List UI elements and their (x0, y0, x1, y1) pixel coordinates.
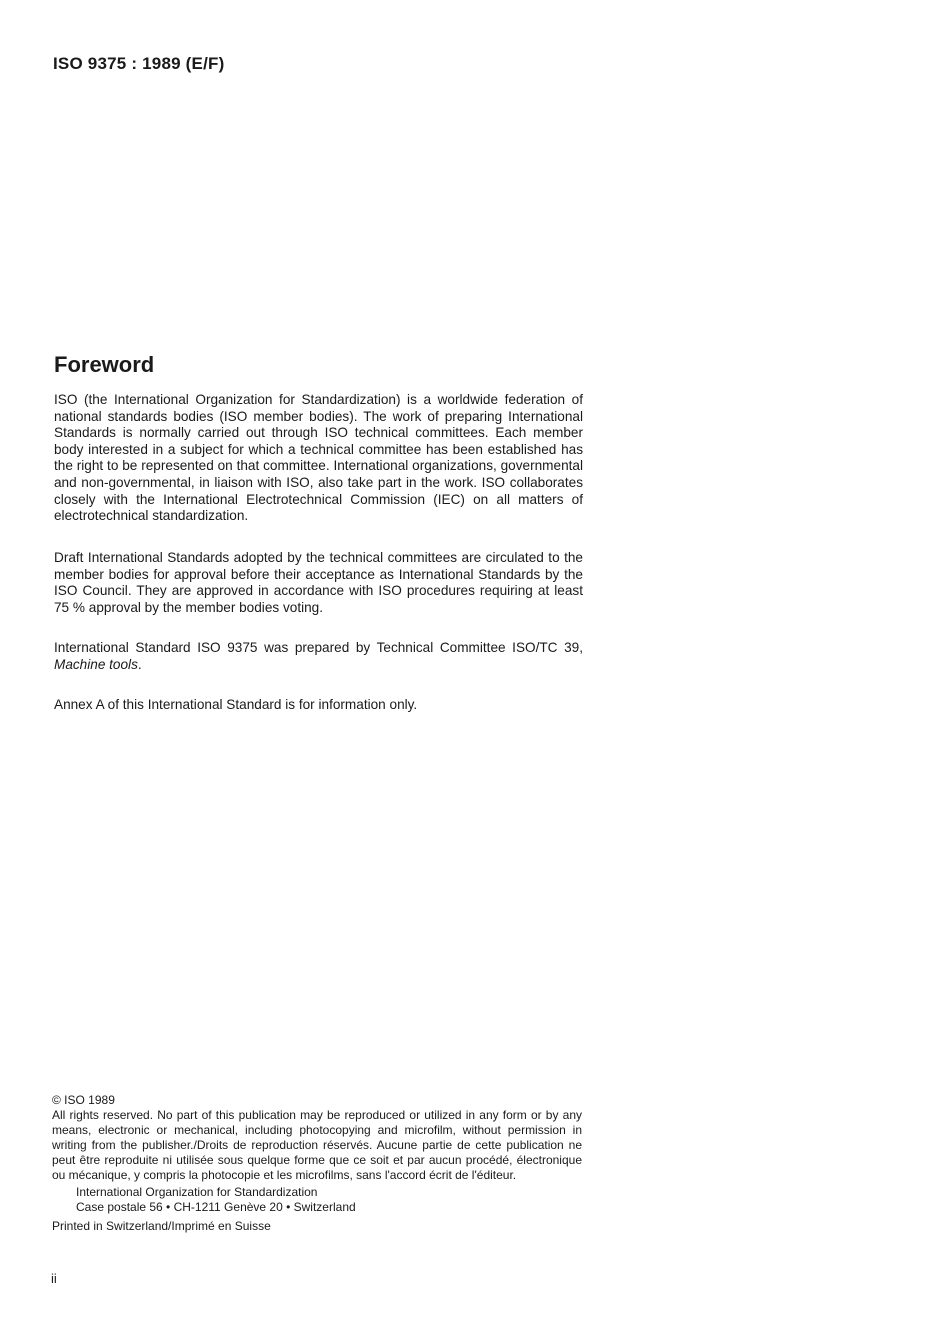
paragraph-3-text: International Standard ISO 9375 was prepared by Technical Committee ISO/TC 39, (54, 640, 583, 655)
foreword-paragraph-3 (54, 640, 583, 673)
publisher-address (76, 1185, 582, 1215)
page-number: ii (51, 1271, 57, 1286)
foreword-paragraph-4: Annex A of this International Standard is for information only. (54, 697, 418, 712)
foreword-title: Foreword (54, 352, 155, 377)
document-id-header: ISO 9375 : 1989 (E/F) (53, 54, 225, 73)
foreword-paragraph-2: Draft International Standards adopted by the technical committees are circulated to the member bodies for approval before their acceptance as International Standards by the ISO Council. They are approved in accordance with ISO procedures requiring at least 75 % approval by the member bodies voting. (54, 550, 583, 615)
rights-statement: All rights reserved. No part of this publication may be reproduced or utilized in any form or by any means, electronic or mechanical, including photocopying and microfilm, without permission in writing from the publisher./Droits de reproduction réservés. Aucune partie de cette publication ne peut être reproduite ni utilisée sous quelque forme que ce soit et par aucun procédé, électronique ou mécanique, y compris la photocopie et les microfilms, sans l'accord écrit de l'éditeur. (52, 1108, 582, 1182)
publisher-name: International Organization for Standardization (76, 1185, 318, 1199)
copyright-notice: © ISO 1989 (52, 1093, 115, 1107)
copyright-block (52, 1093, 582, 1234)
paragraph-3-end: . (137, 656, 142, 672)
printed-in: Printed in Switzerland/Imprimé en Suisse (52, 1219, 271, 1233)
foreword-paragraph-1: ISO (the International Organization for Standardization) is a worldwide federation of national standards bodies (ISO member bodies). The work of preparing International Standards is normally carried out through ISO technical committees. Each member body interested in a subject for which a technical committee has been established has the right to be represented on that committee. International organizations, governmental and non-governmental, in liaison with ISO, also take part in the work. ISO collaborates closely with the International Electrotechnical Commission (IEC) on all matters of electrotechnical standardization. (54, 392, 583, 524)
publisher-postal-address: Case postale 56 • CH-1211 Genève 20 • Switzerland (76, 1200, 356, 1214)
committee-title: Machine tools (54, 656, 138, 672)
